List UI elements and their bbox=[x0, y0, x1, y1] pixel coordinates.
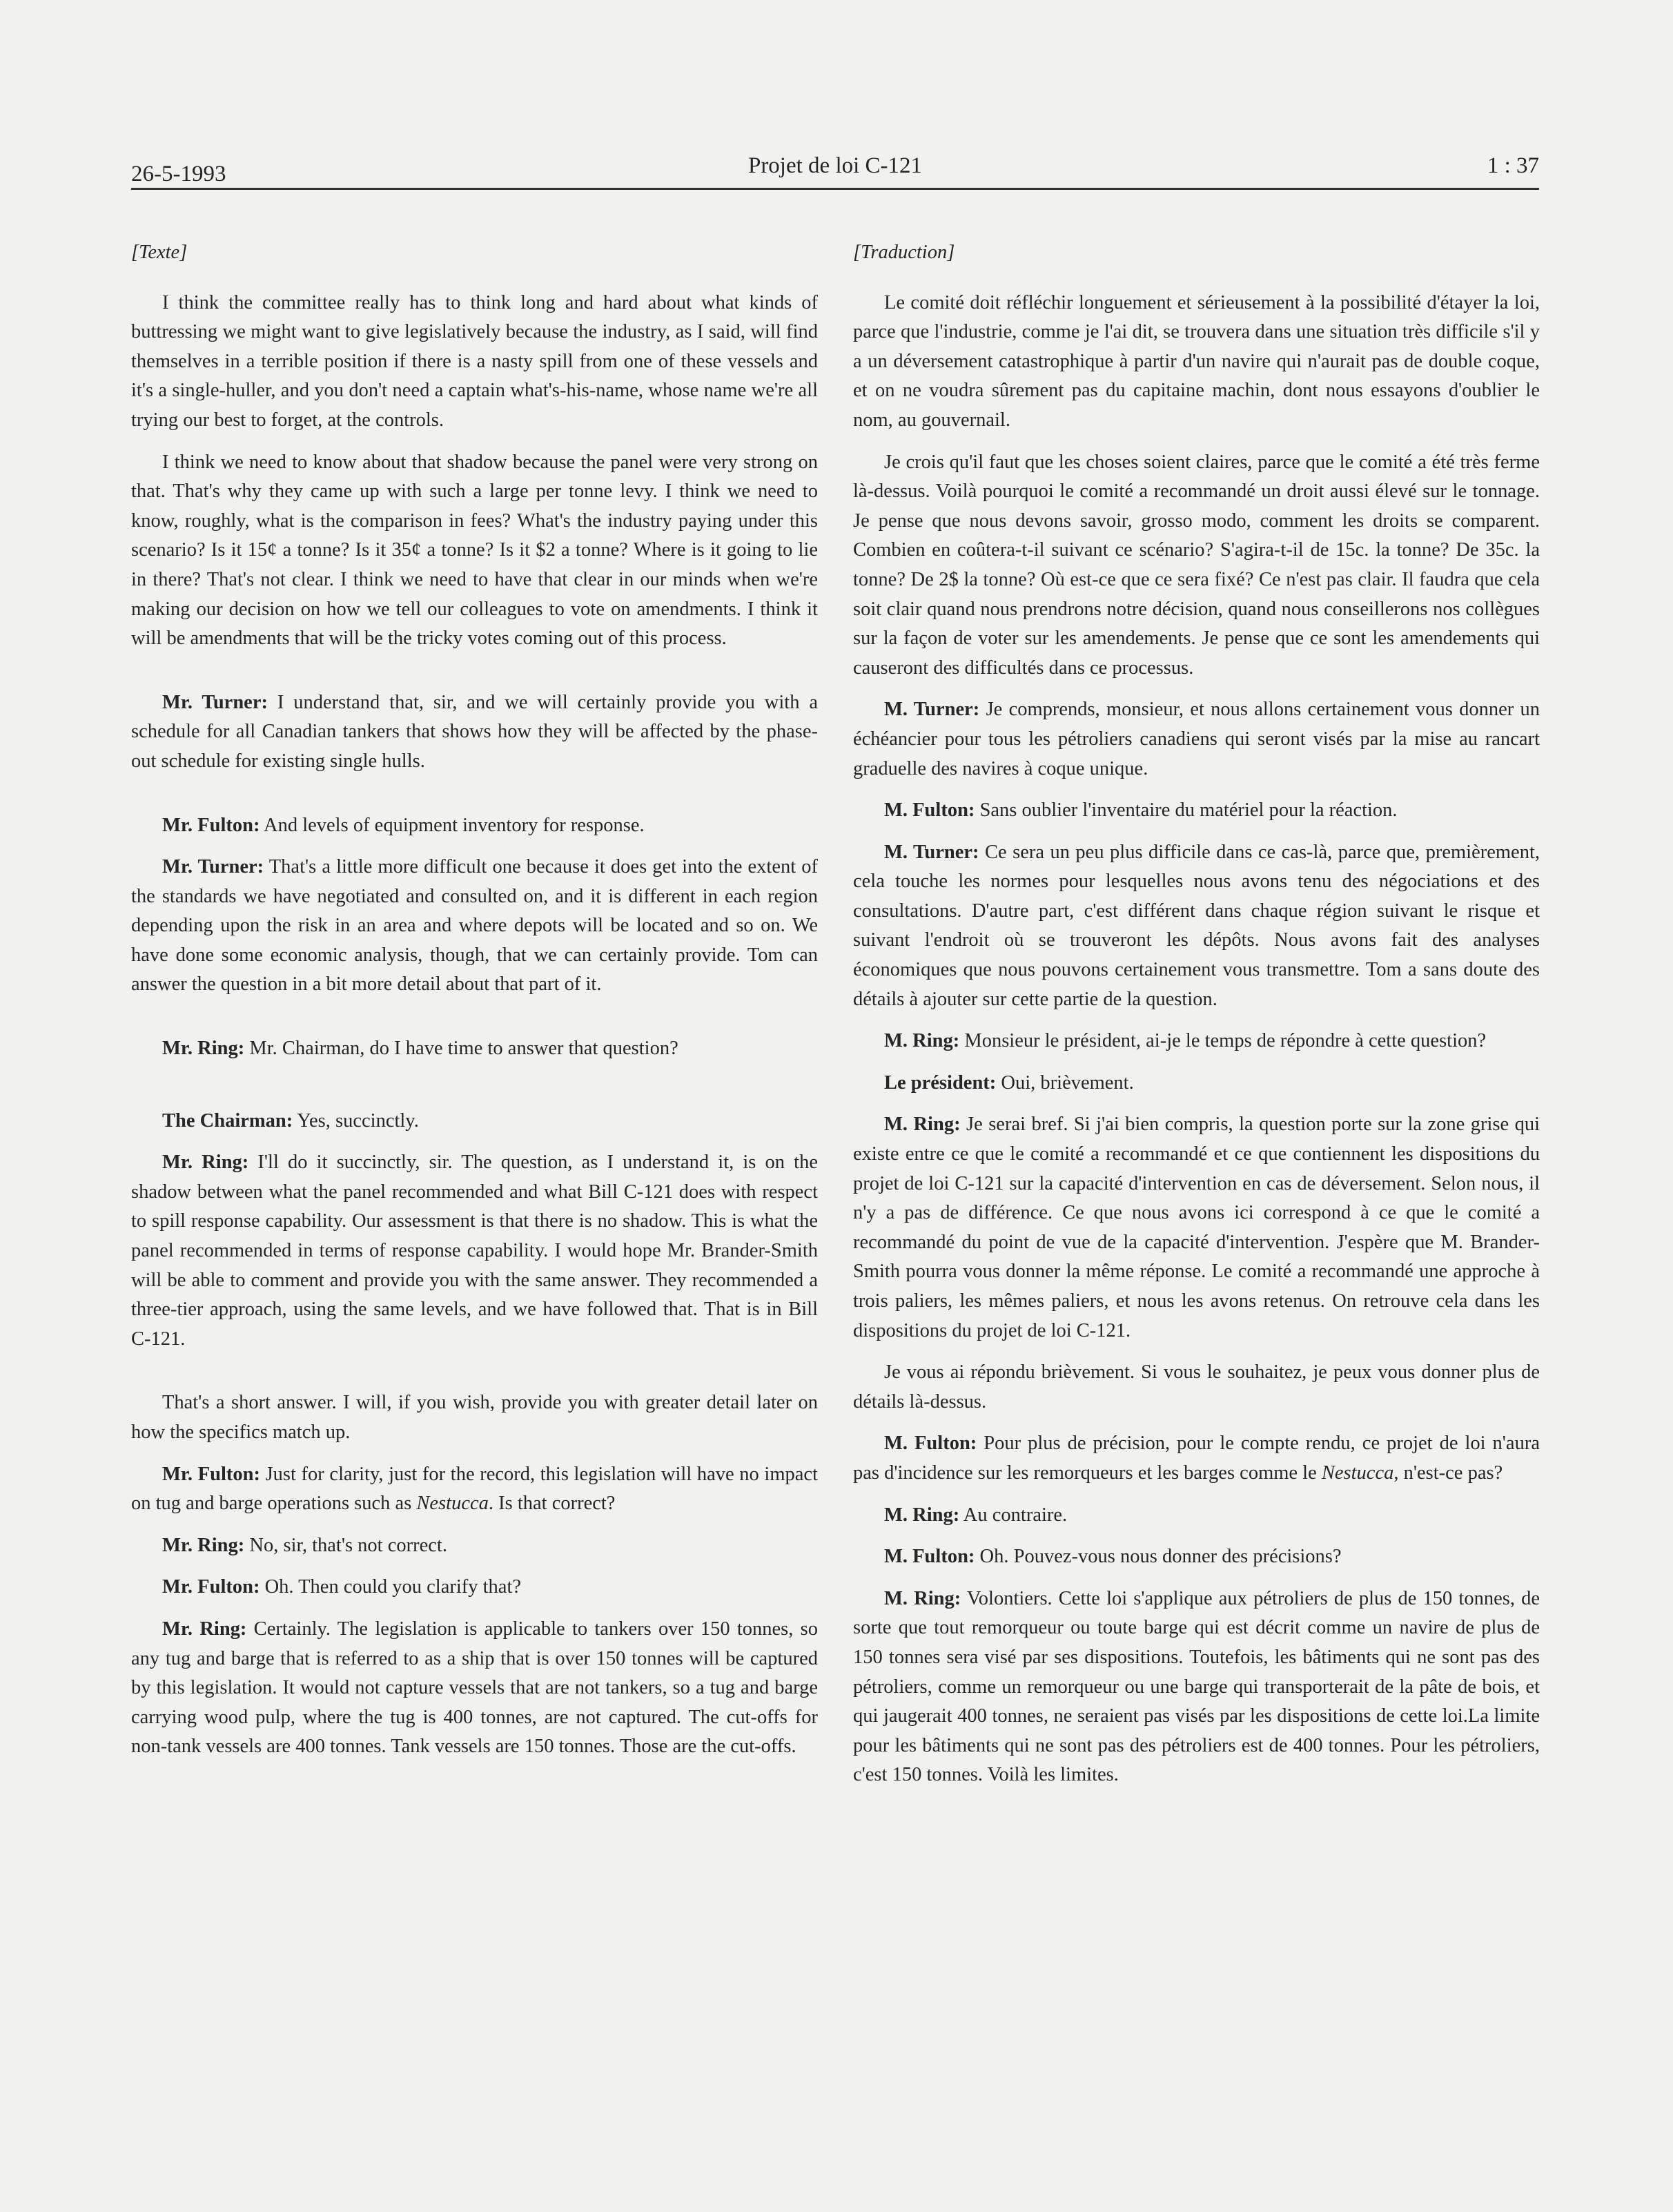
speech-paragraph bbox=[131, 853, 818, 1000]
speaker-name: M. Turner: bbox=[884, 699, 980, 721]
language-tag: [Texte] bbox=[131, 242, 188, 263]
speaker-name: The Chairman: bbox=[162, 1109, 293, 1132]
speech-paragraph bbox=[131, 1531, 818, 1561]
speaker-name: Mr. Fulton: bbox=[162, 1463, 260, 1485]
speech-paragraph bbox=[131, 1107, 818, 1136]
speech-paragraph bbox=[853, 838, 1540, 1015]
speaker-name: M. Fulton: bbox=[884, 1546, 975, 1568]
language-tag: [Traduction] bbox=[853, 242, 955, 263]
speech-paragraph bbox=[853, 1027, 1540, 1056]
speech-text: I understand that, sir, and we will certainly provide you with a schedule for all Canadian tankers that shows how they will be affected by the phase-out schedule for existing single hulls. bbox=[131, 691, 818, 772]
speech-paragraph bbox=[853, 796, 1540, 826]
speech-paragraph bbox=[131, 1034, 818, 1064]
paragraph: Je vous ai répondu brièvement. Si vous le souhaitez, je peux vous donner plus de détails là-dessus. bbox=[853, 1361, 1540, 1413]
speaker-name: M. Ring: bbox=[884, 1030, 960, 1052]
speech-paragraph bbox=[131, 811, 818, 841]
speech-paragraph bbox=[853, 1584, 1540, 1790]
speech-text: Pour plus de précision, pour le compte rendu, ce projet de loi n'aura pas d'incidence sur les remorqueurs et les barges comme le bbox=[853, 1433, 1540, 1484]
speech-text: Mr. Chairman, do I have time to answer that question? bbox=[244, 1038, 678, 1060]
speech-text: Certainly. The legislation is applicable to tankers over 150 tonnes, so any tug and barge that is referred to as a ship that is over 150 tonnes will be captured by this legislation. It would not capture vessels that are not tankers, so a tug and barge carrying wood pulp, where the tug is 400 tonnes, are not captured. The cut-offs for non-tank vessels are 400 tonnes. Tank vessels are 150 tonnes. Those are the cut-offs. bbox=[131, 1618, 818, 1758]
speech-text: Oui, brièvement. bbox=[996, 1071, 1134, 1094]
speech-paragraph bbox=[853, 1110, 1540, 1346]
speaker-name: Mr. Fulton: bbox=[162, 814, 260, 836]
speech-text: Oh. Pouvez-vous nous donner des précisions? bbox=[975, 1546, 1342, 1568]
speech-text: Au contraire. bbox=[959, 1504, 1068, 1526]
speech-paragraph bbox=[131, 1615, 818, 1762]
speaker-name: Mr. Turner: bbox=[162, 691, 268, 713]
french-column bbox=[853, 238, 1540, 1790]
speech-text: I'll do it succinctly, sir. The question, as I understand it, is on the shadow between what the panel recommended and what Bill C-121 does with respect to spill response capability. Our assessment is that there is no shadow. This is what the panel recommended in terms of response capability. I would hope Mr. Brander-Smith will be able to comment and provide you with the same answer. They recommended a three-tier approach, using the same levels, and we have followed that. That is in Bill C-121. bbox=[131, 1152, 818, 1350]
header-title: Projet de loi C-121 bbox=[747, 153, 923, 178]
speech-text: Je serai bref. Si j'ai bien compris, la question porte sur la zone grise qui existe entre ce que le comité a recommandé et ce que contiennent les dispositions du projet de loi C-121 sur la capacité d'intervention en cas de déversement. Selon nous, il n'y a pas de différence. Ce que nous avons ici correspond à ce que le comité a recommandé du point de vue de la capacité d'intervention. J'espère que M. Brander-Smith pourra vous donner la même réponse. Le comité a recommandé une approche à trois paliers, les mêmes paliers, et nous les avons retenus. On retrouve cela dans les dispositions du projet de loi C-121. bbox=[853, 1114, 1540, 1341]
speech-paragraph bbox=[131, 688, 818, 777]
speaker-name: M. Fulton: bbox=[884, 799, 975, 822]
speaker-name: M. Ring: bbox=[884, 1587, 961, 1609]
speaker-name: Mr. Fulton: bbox=[162, 1576, 260, 1598]
speech-paragraph bbox=[853, 1069, 1540, 1098]
speech-text: That's a little more difficult one because it does get into the extent of the standards we have negotiated and consulted on, and it is different in each region depending upon the risk in an area and where depots will be located and so on. We have done some economic analysis, though, that we can certainly provide. Tom can answer the question in a bit more detail about that part of it. bbox=[131, 856, 818, 996]
speaker-name: Mr. Ring: bbox=[162, 1038, 245, 1060]
speech-text: , n'est-ce pas? bbox=[1393, 1462, 1503, 1484]
header-rule bbox=[131, 188, 1539, 190]
speech-paragraph bbox=[131, 1573, 818, 1602]
header-date: 26-5-1993 bbox=[131, 162, 226, 186]
speech-text: Volontiers. Cette loi s'applique aux pétroliers de plus de 150 tonnes, de sorte que tout remorqueur ou toute barge qui est décrit comme un navire de plus de 150 tonnes sera visé par ses dispositions. Toutefois, les bâtiments qui ne sont pas des pétroliers, comme un remorqueur ou une barge qui transporterait de la pâte de bois, et qui jaugerait 400 tonnes, ne seraient pas visés par les dispositions de cette loi.La limite pour les bâtiments qui ne sont pas des pétroliers est de 400 tonnes. Pour les pétroliers, c'est 150 tonnes. Voilà les limites. bbox=[853, 1587, 1540, 1786]
speaker-name: Le président: bbox=[884, 1071, 997, 1094]
speech-paragraph bbox=[853, 1542, 1540, 1572]
speaker-name: Mr. Turner: bbox=[162, 856, 264, 878]
speaker-name: M. Turner: bbox=[884, 841, 979, 863]
speech-paragraph bbox=[131, 1148, 818, 1354]
speech-text: Sans oublier l'inventaire du matériel pour la réaction. bbox=[975, 799, 1398, 822]
speech-paragraph bbox=[853, 1501, 1540, 1531]
speech-text: And levels of equipment inventory for response. bbox=[260, 814, 645, 836]
vessel-name: Nestucca bbox=[416, 1493, 489, 1515]
paragraph: Le comité doit réfléchir longuement et sérieusement à la possibilité d'étayer la loi, parce que l'industrie, comme je l'ai dit, se trouvera dans une situation très difficile s'il y a un déversement catastrophique à partir d'un navire qui n'aurait pas de double coque, et on ne voudra sûrement pas du capitaine machin, dont nous essayons d'oublier le nom, au gouvernail. bbox=[853, 291, 1540, 431]
speech-text: No, sir, that's not correct. bbox=[244, 1534, 447, 1556]
speech-paragraph bbox=[853, 695, 1540, 784]
paragraph: That's a short answer. I will, if you wish, provide you with greater detail later on how the specifics match up. bbox=[131, 1392, 818, 1443]
paragraph: I think the committee really has to think long and hard about what kinds of buttressing we might want to give legislatively because the industry, as I said, will find themselves in a terrible position if there is a nasty spill from one of these vessels and it's a single-huller, and you don't need a captain what's-his-name, whose name we're all trying our best to forget, at the controls. bbox=[131, 291, 818, 431]
paragraph: I think we need to know about that shadow because the panel were very strong on that. That's why they came up with such a large per tonne levy. I think we need to know, roughly, what is the comparison in fees? What's the industry paying under this scenario? Is it 15¢ a tonne? Is it 35¢ a tonne? Is it $2 a tonne? Where is it going to lie in there? That's not clear. I think we need to have that clear in our minds when we're making our decision on how we tell our colleagues to vote on amendments. I think it will be amendments that will be the tricky votes coming out of this process. bbox=[131, 451, 818, 650]
vessel-name: Nestucca bbox=[1321, 1462, 1394, 1484]
speaker-name: Mr. Ring: bbox=[162, 1152, 249, 1174]
paragraph: Je crois qu'il faut que les choses soient claires, parce que le comité a été très ferme là-dessus. Voilà pourquoi le comité a recommandé un droit aussi élevé sur le tonnage. Je pense que nous devons savoir, grosso modo, comment les droits se comparent. Combien en coûtera-t-il suivant ce scénario? S'agira-t-il de 15c. la tonne? De 35c. la tonne? De 2$ la tonne? Où est-ce que ce sera fixé? Ce n'est pas clair. Il faudra que cela soit clair quand nous prendrons notre décision, quand nous conseillerons nos collègues sur la façon de voter sur les amendements. Je pense que ce sont les amendements qui causeront des difficultés dans ce processus. bbox=[853, 451, 1540, 679]
speaker-name: M. Fulton: bbox=[884, 1433, 977, 1455]
speech-text: Je comprends, monsieur, et nous allons certainement vous donner un échéancier pour tous les pétroliers canadiens qui seront visés par la mise au rancart graduelle des navires à coque unique. bbox=[853, 699, 1540, 779]
speaker-name: Mr. Ring: bbox=[162, 1534, 245, 1556]
speaker-name: Mr. Ring: bbox=[162, 1618, 247, 1640]
speech-paragraph bbox=[853, 1429, 1540, 1488]
speech-text: Yes, succinctly. bbox=[293, 1109, 419, 1132]
speaker-name: M. Ring: bbox=[884, 1114, 961, 1136]
header-page-number: 1 : 37 bbox=[1487, 153, 1539, 178]
speech-text: Just for clarity, just for the record, this legislation will have no impact on tug and barge operations such as bbox=[131, 1463, 818, 1515]
speech-text: Monsieur le président, ai-je le temps de répondre à cette question? bbox=[959, 1030, 1487, 1052]
speech-text: Oh. Then could you clarify that? bbox=[260, 1576, 522, 1598]
english-column bbox=[131, 238, 818, 1762]
speech-text: Ce sera un peu plus difficile dans ce cas-là, parce que, premièrement, cela touche les normes pour lesquelles nous avons tenu des négociations et des consultations. D'autre part, c'est différent dans chaque région suivant le risque et suivant l'endroit où se trouveront les dépôts. Nous avons fait des analyses économiques que nous pouvons certainement vous transmettre. Tom a sans doute des détails à ajouter sur cette partie de la question. bbox=[853, 841, 1540, 1010]
speech-paragraph bbox=[131, 1460, 818, 1519]
speaker-name: M. Ring: bbox=[884, 1504, 960, 1526]
speech-text: . Is that correct? bbox=[488, 1493, 616, 1515]
